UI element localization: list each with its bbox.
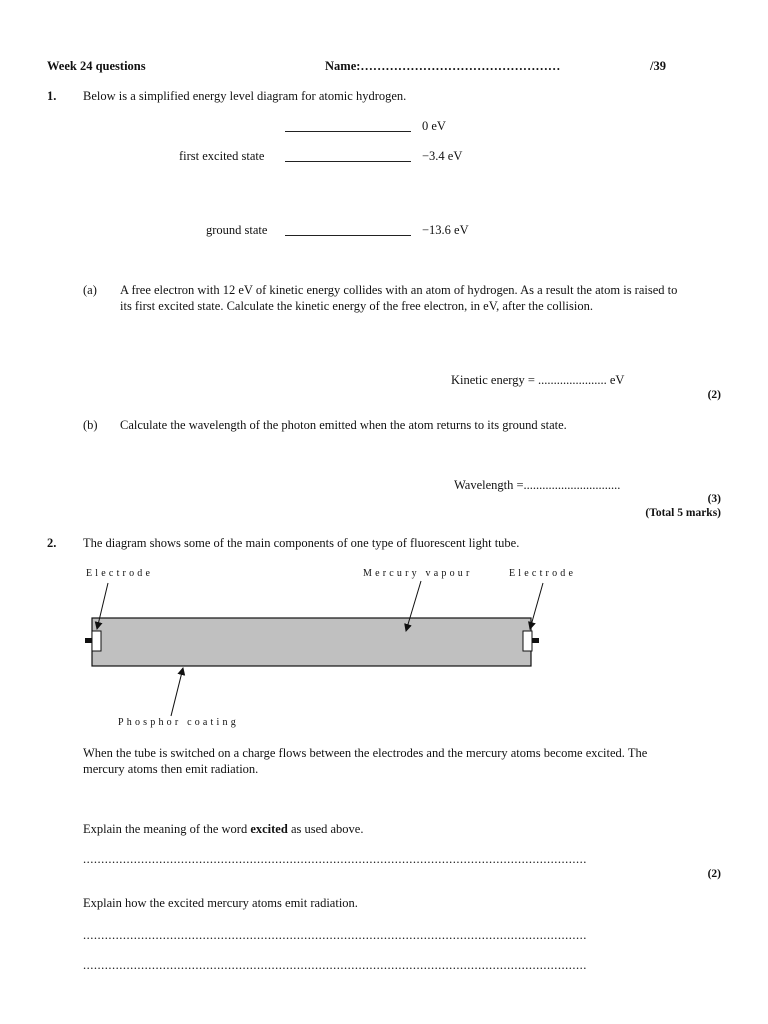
pin-right	[532, 638, 539, 643]
electrode-left	[92, 631, 101, 651]
answer-line-2[interactable]: ...........................................................................................................................................	[83, 928, 587, 942]
question-2-number: 2.	[47, 536, 57, 550]
electrode-right	[523, 631, 532, 651]
question-2-explain-1	[83, 822, 363, 837]
question-1-intro: Below is a simplified energy level diagram for atomic hydrogen.	[83, 89, 407, 103]
question-2-intro: The diagram shows some of the main components of one type of fluorescent light tube.	[83, 536, 520, 550]
arrow-electrode-right	[530, 583, 543, 629]
answer-line-1[interactable]: ...........................................................................................................................................	[83, 852, 587, 866]
question-2-explain-1-marks: (2)	[707, 868, 721, 880]
name-field-label: Name:…………………………………………	[325, 59, 561, 73]
energy-level-label-1: first excited state	[179, 149, 265, 163]
part-a-marks: (2)	[707, 389, 721, 401]
part-b-answer-line: Wavelength =...............................	[454, 478, 621, 492]
label-electrode-right: Electrode	[509, 568, 577, 579]
part-a-answer-line: Kinetic energy = ...................... eV	[451, 373, 625, 387]
worksheet-title: Week 24 questions	[47, 59, 146, 73]
explain-1-keyword: excited	[250, 822, 288, 836]
pin-left	[85, 638, 92, 643]
explain-1-post: as used above.	[287, 822, 364, 836]
question-1-total-marks: (Total 5 marks)	[645, 507, 721, 519]
energy-level-value-1: −3.4 eV	[422, 149, 463, 163]
question-2-paragraph: When the tube is switched on a charge flows between the electrodes and the mercury atoms become excited. The mercury atoms then emit radiation.	[83, 746, 648, 776]
question-1-number: 1.	[47, 89, 57, 103]
part-b-label: (b)	[83, 418, 98, 432]
explain-1-pre: Explain the meaning of the word	[83, 822, 251, 836]
part-a-text: A free electron with 12 eV of kinetic energy collides with an atom of hydrogen. As a result the atom is raised to its first excited state. Calculate the kinetic energy of the free electron, in eV, after the collision.	[120, 283, 678, 313]
question-2-explain-2: Explain how the excited mercury atoms emit radiation.	[83, 896, 358, 910]
energy-level-value-0: 0 eV	[422, 119, 446, 133]
part-b-text: Calculate the wavelength of the photon emitted when the atom returns to its ground state.	[120, 418, 567, 432]
part-a-label: (a)	[83, 283, 97, 297]
energy-level-value-2: −13.6 eV	[422, 223, 469, 237]
glass-tube	[92, 618, 531, 666]
energy-level-label-2: ground state	[206, 223, 268, 237]
label-phosphor-coating: Phosphor coating	[118, 717, 239, 728]
arrow-phosphor-coating	[171, 668, 183, 716]
answer-line-3[interactable]: ...........................................................................................................................................	[83, 958, 587, 972]
label-mercury-vapour: Mercury vapour	[363, 568, 473, 579]
part-b-marks: (3)	[707, 493, 721, 505]
label-electrode-left: Electrode	[86, 568, 154, 579]
total-marks: /39	[650, 59, 666, 73]
